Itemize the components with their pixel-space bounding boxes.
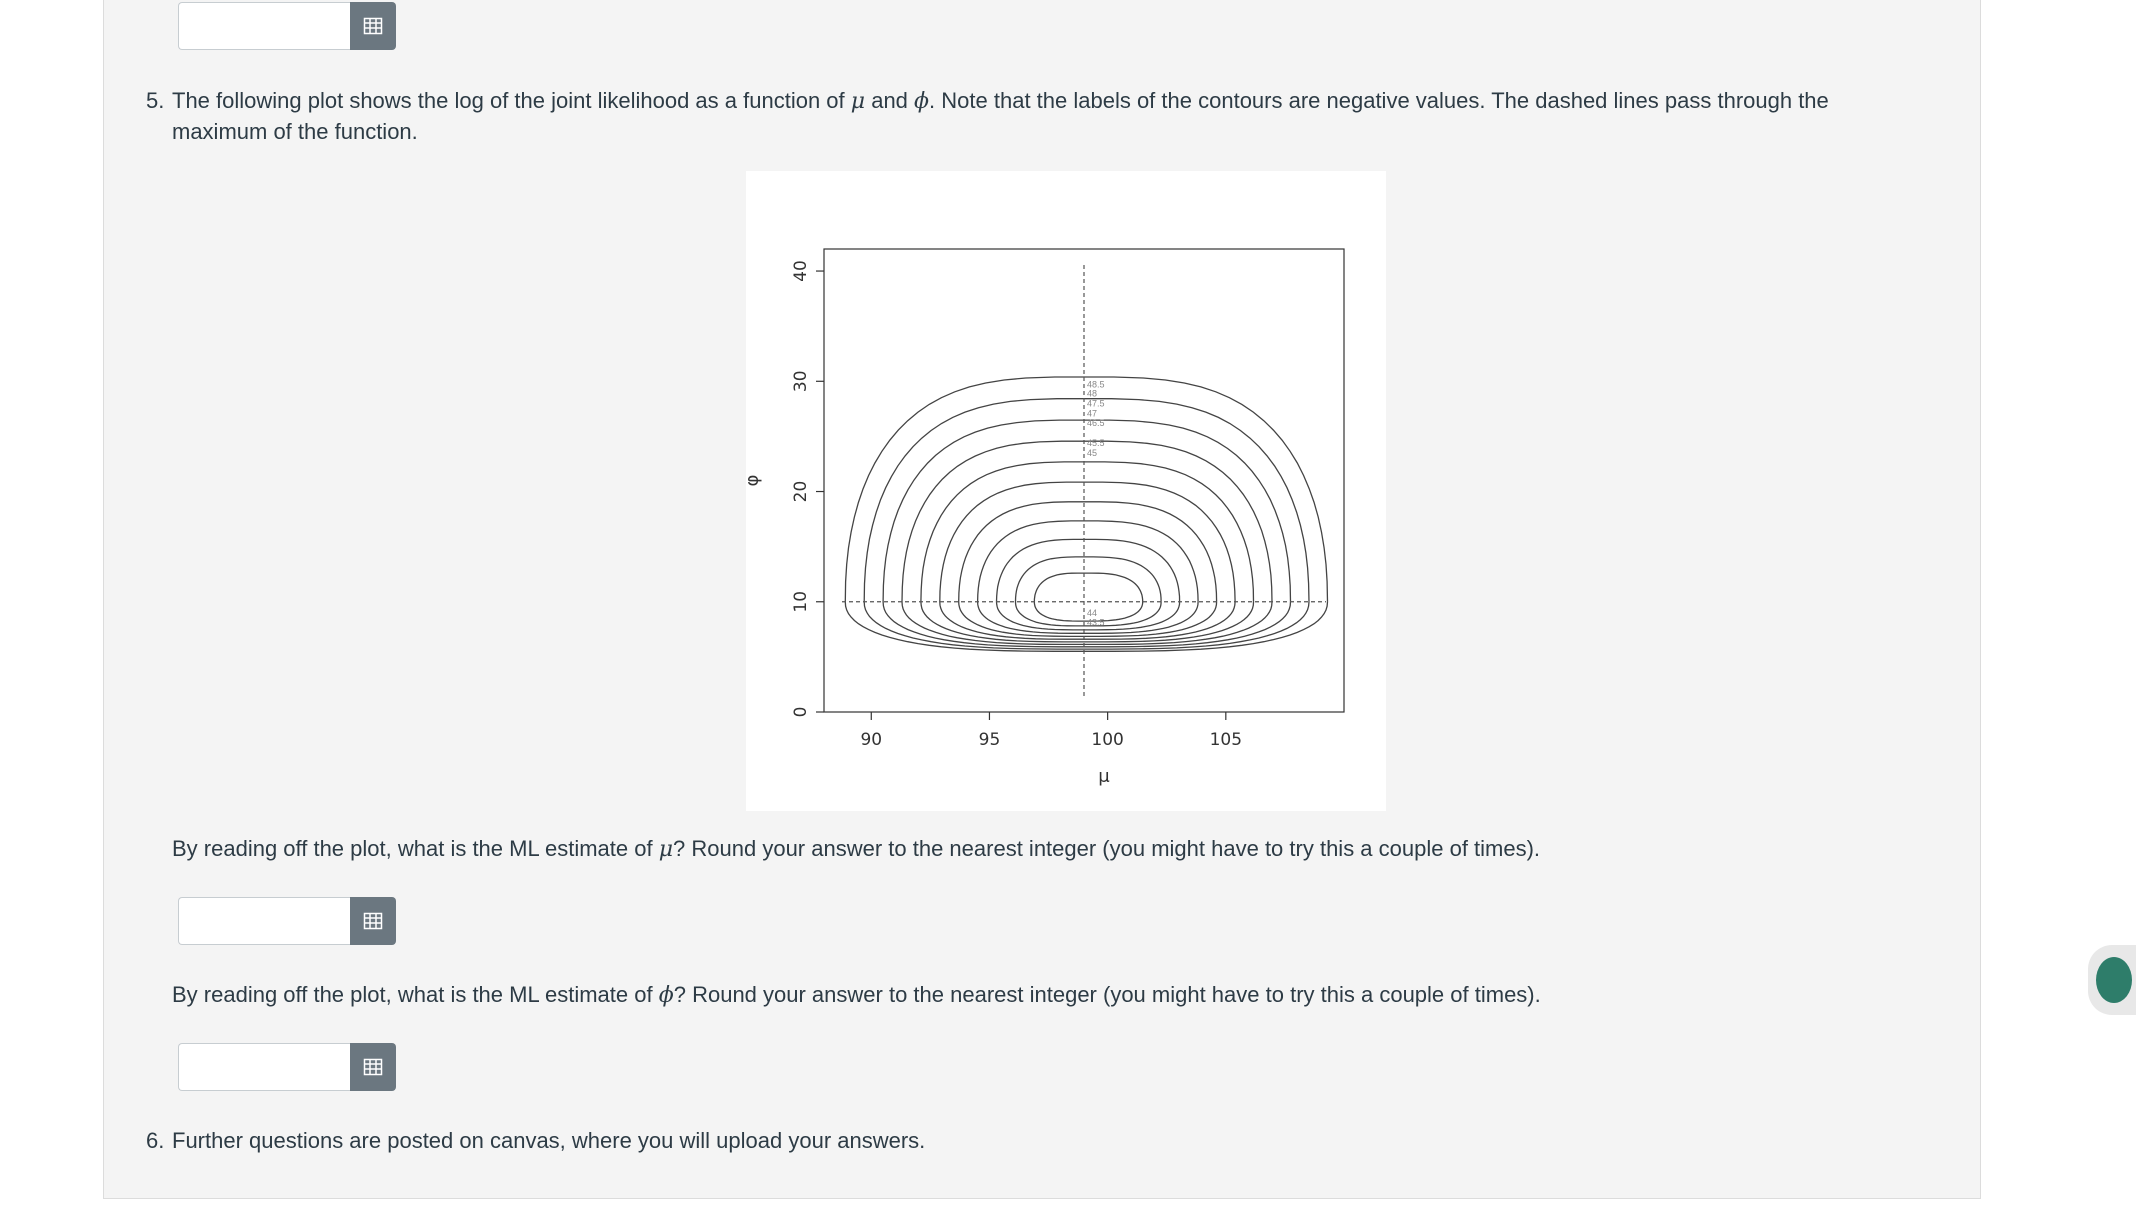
calculator-icon — [364, 913, 382, 929]
contour-label: 45.5 — [1087, 438, 1105, 449]
answer-input-mu[interactable] — [178, 897, 350, 945]
answer-input-phi[interactable] — [178, 1043, 350, 1091]
contour-label: 47.5 — [1087, 398, 1105, 409]
sub1-mu-symbol: μ — [658, 837, 674, 862]
q5-and: and — [871, 88, 908, 113]
sub1-part-b: ? Round your answer to the nearest integer (you might have to try this a couple of times). — [673, 836, 1541, 861]
answer-box-q4 — [178, 2, 396, 50]
contour-label: 45 — [1087, 447, 1098, 458]
y-tick-label: 10 — [791, 590, 811, 613]
q5-subquestion-phi — [172, 979, 1541, 1011]
y-tick-label: 0 — [791, 706, 811, 718]
question-5-number: 5. — [146, 88, 165, 113]
question-6-text: Further questions are posted on canvas, where you will upload your answers. — [172, 1128, 926, 1153]
calculator-icon — [364, 18, 382, 34]
contour-label: 46.5 — [1087, 418, 1105, 429]
question-5-prompt-cont: maximum of the function. — [172, 119, 418, 144]
contour-label: 44 — [1087, 607, 1098, 618]
answer-box-phi — [178, 1043, 396, 1091]
contour-label: 43.5 — [1087, 617, 1105, 628]
likelihood-contour-plot — [742, 171, 1386, 811]
x-tick-label: 90 — [860, 730, 883, 750]
help-widget-button[interactable] — [2088, 945, 2136, 1015]
y-tick-label: 20 — [791, 480, 811, 503]
question-6-number: 6. — [146, 1128, 165, 1153]
contour-label: 48 — [1087, 388, 1098, 399]
calculator-button-phi[interactable] — [350, 1043, 396, 1091]
question-5-prompt — [172, 85, 1932, 117]
q5-prompt-part-a: The following plot shows the log of the joint likelihood as a function of — [172, 88, 845, 113]
calculator-icon — [364, 1059, 382, 1075]
y-tick-label: 30 — [791, 370, 811, 393]
calculator-button-q4[interactable] — [350, 2, 396, 50]
y-tick-label: 40 — [791, 260, 811, 282]
help-widget-icon — [2096, 957, 2132, 1003]
contour-label: 47 — [1087, 408, 1098, 419]
answer-box-mu — [178, 897, 396, 945]
sub2-phi-symbol: ϕ — [658, 983, 674, 1008]
sub2-part-b: ? Round your answer to the nearest integer (you might have to try this a couple of times). — [673, 982, 1541, 1007]
plot-frame — [824, 249, 1344, 712]
q5-mu-symbol: μ — [850, 89, 866, 114]
contour-chart — [742, 171, 1386, 811]
sub1-part-a: By reading off the plot, what is the ML estimate of — [172, 836, 653, 861]
answer-input-q4[interactable] — [178, 2, 350, 50]
x-tick-label: 100 — [1091, 730, 1124, 750]
y-axis-label: φ — [742, 474, 763, 487]
q5-prompt-part-b: . Note that the labels of the contours are negative values. The dashed lines pass through the — [929, 88, 1829, 113]
sub2-part-a: By reading off the plot, what is the ML estimate of — [172, 982, 653, 1007]
q5-phi-symbol: ϕ — [914, 89, 930, 114]
contour-label: 48.5 — [1087, 379, 1105, 390]
x-tick-label: 105 — [1209, 730, 1243, 750]
x-tick-label: 95 — [978, 730, 1001, 750]
x-axis-label: μ — [1098, 766, 1110, 787]
calculator-button-mu[interactable] — [350, 897, 396, 945]
q5-subquestion-mu — [172, 833, 1540, 865]
